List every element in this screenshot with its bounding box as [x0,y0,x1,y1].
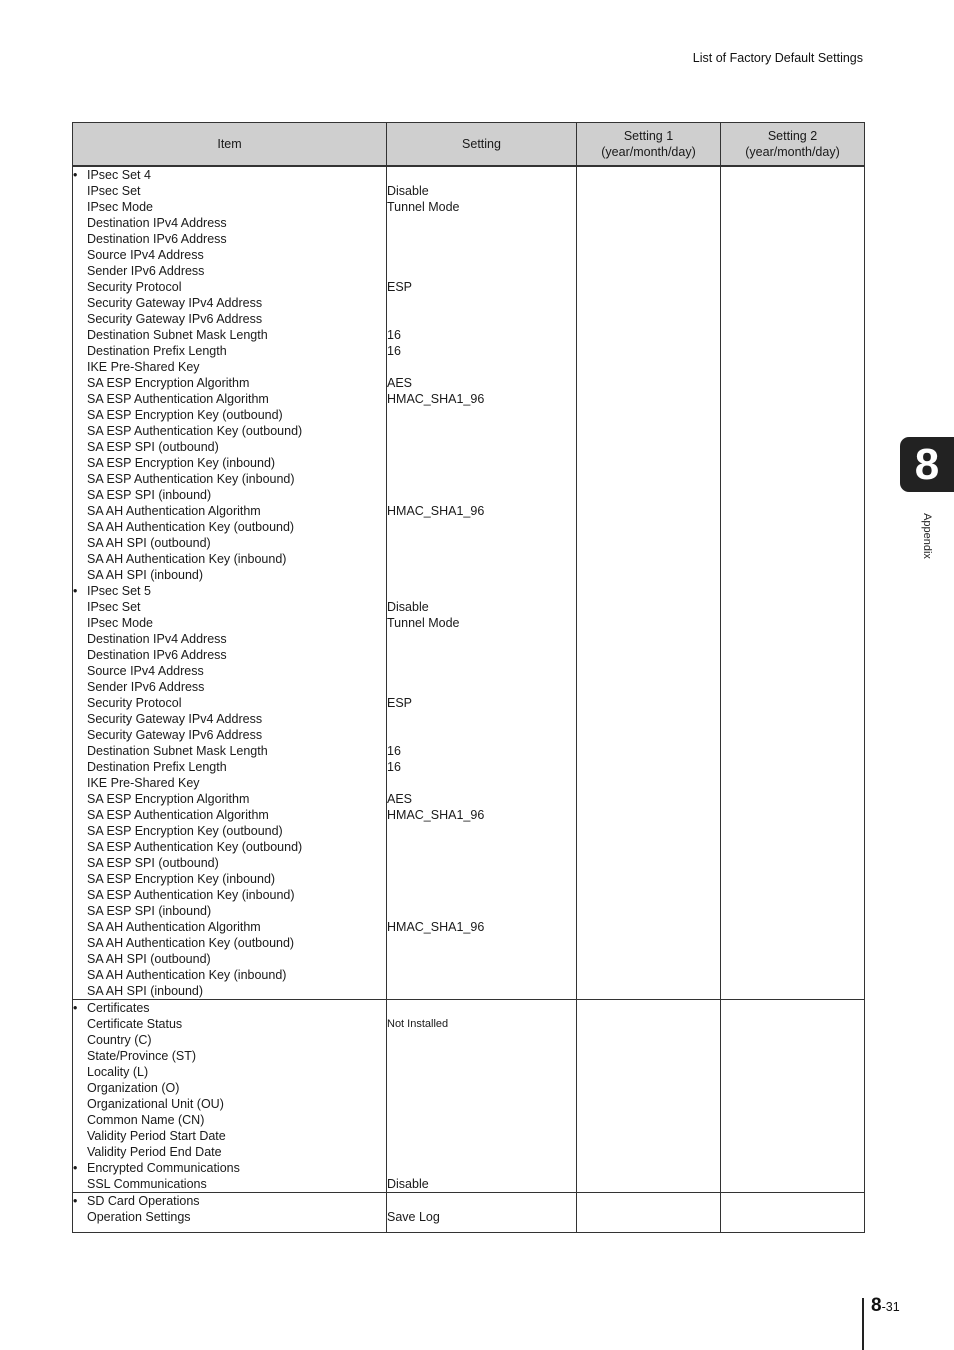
setting-value: 16 [387,744,401,758]
setting-cell [387,166,577,1000]
setting-blank [387,711,576,727]
item-label: Destination Prefix Length [87,344,227,358]
section-heading-certificates: • Certificates [73,1000,386,1016]
item-label: Security Gateway IPv4 Address [87,296,263,310]
item-label: Destination IPv6 Address [87,648,227,662]
setting-value: 16 [387,344,401,358]
setting-blank [387,215,576,231]
setting-2-cell [721,166,865,1000]
item-label: Destination Subnet Mask Length [87,328,268,342]
item-label: SA AH Authentication Key (outbound) [87,936,295,950]
setting-value: Disable [387,1177,429,1191]
item-cell [73,1000,387,1193]
setting-2-cell [721,1000,865,1193]
item-cell [73,1193,387,1233]
page-number-rule [862,1298,864,1350]
item-label: SA ESP Encryption Key (inbound) [87,456,276,470]
item-label: SA AH Authentication Algorithm [87,920,261,934]
item-label: SA ESP Encryption Algorithm [87,792,250,806]
setting-cell [387,1000,577,1193]
setting-blank [387,471,576,487]
setting-value: AES [387,376,413,390]
setting-1-label: Setting 1 [623,129,674,143]
setting-blank [387,551,576,567]
setting-blank [387,311,576,327]
setting-blank [387,583,576,599]
setting-blank [387,887,576,903]
item-label: SA ESP Encryption Key (inbound) [87,872,276,886]
section-heading-encrypted-communications: • Encrypted Communications [73,1160,386,1176]
item-label: Source IPv4 Address [87,664,204,678]
setting-blank [387,519,576,535]
item-label: Destination IPv6 Address [87,232,227,246]
setting-blank [387,855,576,871]
item-label: IPsec Mode [87,616,154,630]
page-number [871,1295,900,1317]
item-label: SA AH SPI (inbound) [87,984,204,998]
item-label: IPsec Set [87,184,141,198]
setting-blank [387,903,576,919]
item-label: SA AH SPI (outbound) [87,536,211,550]
item-label: SA ESP Authentication Key (inbound) [87,888,295,902]
setting-value: Tunnel Mode [387,616,460,630]
item-label: Organization (O) [87,1081,180,1095]
setting-value: HMAC_SHA1_96 [387,504,485,518]
item-label: State/Province (ST) [87,1049,197,1063]
page-number-page: -31 [881,1300,900,1314]
setting-blank [387,1080,576,1096]
setting-1-cell [577,1000,721,1193]
setting-blank [387,663,576,679]
item-label: SA ESP SPI (inbound) [87,904,212,918]
setting-value: 16 [387,760,401,774]
setting-blank [387,407,576,423]
item-label: SA ESP Authentication Key (outbound) [87,424,303,438]
setting-2-cell [721,1193,865,1233]
item-label: Organizational Unit (OU) [87,1097,224,1111]
item-label: Locality (L) [87,1065,149,1079]
column-header-item: Item [73,123,387,167]
setting-blank [387,167,576,183]
item-label: SA AH Authentication Algorithm [87,504,261,518]
page-number-chapter: 8 [871,1295,882,1316]
table-header-row [73,123,865,167]
column-header-setting: Setting [387,123,577,167]
item-label: Validity Period Start Date [87,1129,226,1143]
item-label: SA AH Authentication Key (inbound) [87,968,287,982]
factory-default-settings-table [72,122,865,1233]
setting-1-cell [577,1193,721,1233]
setting-blank [387,567,576,583]
item-label: SA ESP Authentication Key (outbound) [87,840,303,854]
setting-blank [387,535,576,551]
item-label: SA ESP SPI (outbound) [87,440,219,454]
item-label: IPsec Set [87,600,141,614]
item-label: SA ESP Authentication Algorithm [87,392,269,406]
setting-blank [387,727,576,743]
item-label: Security Protocol [87,696,182,710]
setting-blank [387,1064,576,1080]
setting-blank [387,1144,576,1160]
setting-blank [387,1048,576,1064]
setting-cell [387,1193,577,1233]
item-label: Country (C) [87,1033,152,1047]
item-label: SA ESP SPI (outbound) [87,856,219,870]
item-label: SA ESP SPI (inbound) [87,488,212,502]
setting-value: Not Installed [387,1018,449,1030]
setting-blank [387,647,576,663]
setting-1-format: (year/month/day) [601,145,696,159]
setting-blank [387,295,576,311]
item-label: SA AH Authentication Key (inbound) [87,552,287,566]
table-row-certificates [73,1000,865,1193]
setting-blank [387,679,576,695]
section-heading-ipsec-set-5: • IPsec Set 5 [73,583,386,599]
setting-value: HMAC_SHA1_96 [387,392,485,406]
item-label: IPsec Mode [87,200,154,214]
setting-blank [387,439,576,455]
item-label: Sender IPv6 Address [87,264,205,278]
setting-value: HMAC_SHA1_96 [387,920,485,934]
setting-blank [387,1128,576,1144]
setting-value: Disable [387,184,429,198]
setting-blank [387,1000,576,1016]
table-row-sdcard [73,1193,865,1233]
item-label: SA AH Authentication Key (outbound) [87,520,295,534]
item-label: Common Name (CN) [87,1113,205,1127]
setting-2-format: (year/month/day) [745,145,840,159]
item-label: Security Gateway IPv6 Address [87,728,263,742]
setting-blank [387,1096,576,1112]
item-label: Security Protocol [87,280,182,294]
setting-value: AES [387,792,413,806]
item-label: Operation Settings [87,1210,191,1224]
setting-value: Disable [387,600,429,614]
item-label: Destination IPv4 Address [87,632,227,646]
setting-blank [387,823,576,839]
running-header: List of Factory Default Settings [692,51,863,65]
setting-blank [387,871,576,887]
item-label: Security Gateway IPv6 Address [87,312,263,326]
setting-blank [387,423,576,439]
section-heading-ipsec-set-4: • IPsec Set 4 [73,167,386,183]
setting-blank [387,1160,576,1176]
item-label: Destination Subnet Mask Length [87,744,268,758]
item-label: SA ESP Authentication Algorithm [87,808,269,822]
item-label: SA ESP Encryption Key (outbound) [87,408,283,422]
setting-blank [387,1032,576,1048]
setting-blank [387,1112,576,1128]
item-label: Source IPv4 Address [87,248,204,262]
column-header-setting-2 [721,123,865,167]
item-label: SA ESP Encryption Key (outbound) [87,824,283,838]
item-label: SA AH SPI (inbound) [87,568,204,582]
column-header-setting-1 [577,123,721,167]
item-label: Sender IPv6 Address [87,680,205,694]
setting-blank [387,775,576,791]
item-label: SSL Communications [87,1177,207,1191]
setting-value: 16 [387,328,401,342]
setting-blank [387,263,576,279]
item-label: IKE Pre-Shared Key [87,360,200,374]
setting-value: Save Log [387,1210,440,1224]
item-label: Destination IPv4 Address [87,216,227,230]
item-label: Destination Prefix Length [87,760,227,774]
setting-blank [387,455,576,471]
setting-blank [387,487,576,503]
setting-blank [387,1193,576,1209]
setting-blank [387,631,576,647]
setting-blank [387,839,576,855]
setting-value: HMAC_SHA1_96 [387,808,485,822]
table-row-ipsec [73,166,865,1000]
setting-blank [387,247,576,263]
setting-1-cell [577,166,721,1000]
item-label: SA ESP Authentication Key (inbound) [87,472,295,486]
item-cell [73,166,387,1000]
section-heading-sd-card-operations: • SD Card Operations [73,1193,386,1209]
item-label: Validity Period End Date [87,1145,222,1159]
setting-value: Tunnel Mode [387,200,460,214]
item-label: SA AH SPI (outbound) [87,952,211,966]
setting-value: ESP [387,280,413,294]
item-label: SA ESP Encryption Algorithm [87,376,250,390]
setting-blank [387,231,576,247]
item-label: IKE Pre-Shared Key [87,776,200,790]
chapter-tab-label: Appendix [921,513,933,559]
setting-blank [387,359,576,375]
chapter-tab: 8 [900,437,954,492]
item-label: Certificate Status [87,1017,183,1031]
item-label: Security Gateway IPv4 Address [87,712,263,726]
setting-value: ESP [387,696,413,710]
setting-2-label: Setting 2 [767,129,818,143]
